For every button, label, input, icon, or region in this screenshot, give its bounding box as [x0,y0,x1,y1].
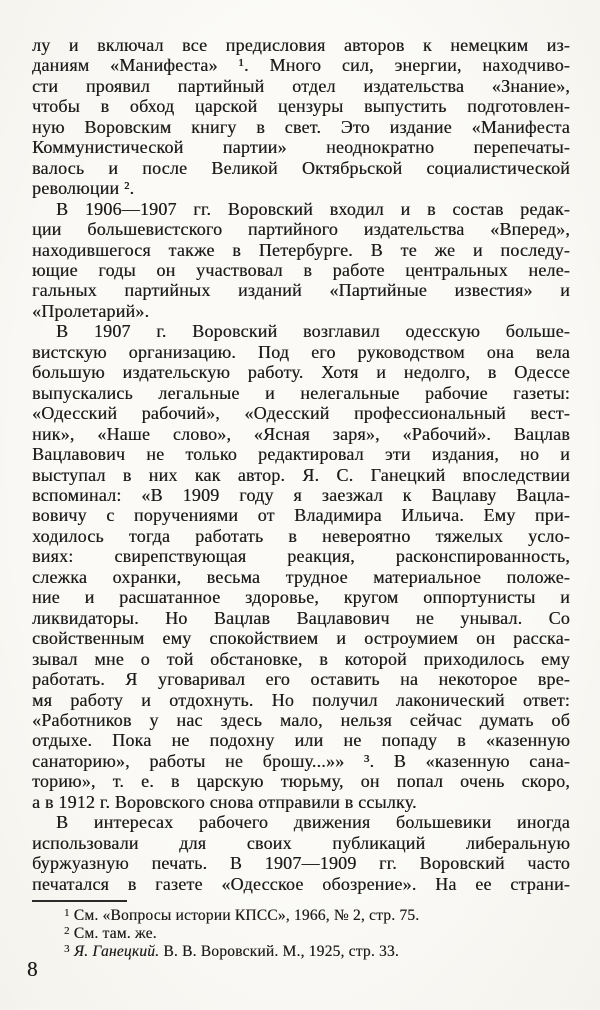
text-line: мя работу и отдохнуть. Но получил лаконический ответ: [32,689,570,710]
text-line: печатался в газете «Одесское обозрение». На ее страни- [32,873,570,894]
text-line: Коммунистической партии» неоднократно перепечаты- [32,137,570,158]
text-line: торию», т. е. в царскую тюрьму, он попал очень скоро, [32,771,570,792]
text-line: чтобы в обход царской цензуры выпустить подготовлен- [32,96,570,117]
text-line: В интересах рабочего движения большевики иногда [56,812,570,833]
text-line: ходилось тогда работать в невероятно тяжелых усло- [32,525,570,546]
text-line: большую издательскую работу. Хотя и недолго, в Одессе [32,362,570,383]
text-line: сти проявил партийный отдел издательства «Знание», [32,75,570,96]
text-line: ликвидаторы. Но Вацлав Вацлавович не унывал. Со [32,607,570,628]
text-line: слежка охранки, весьма трудное материальное положе- [32,566,570,587]
text-line: «Одесский рабочий», «Одесский профессиональный вест- [32,403,570,424]
footnote-marker: 3 [64,943,70,956]
text-line: «Пролетарий». [32,300,150,321]
text-line: ции большевистского партийного издательства «Вперед», [32,219,570,240]
footnote: $^2$ См. там. же. [64,925,157,943]
text-line: вспоминал: «В 1909 году я заезжал к Вацлаву Вацла- [32,484,570,505]
text-line: свойственным ему спокойствием и остроумием он расска- [32,628,570,649]
text-line: а в 1912 г. Воровского снова отправили в ссылку. [32,791,417,812]
text-line: ние и расшатанное здоровье, кругом оппортунисты и [32,587,570,608]
text-line: санаторию», работы не брошу...»» ³. В «казенную сана- [32,750,570,771]
text-line: находившегося также в Петербурге. В те же и последу- [32,239,570,260]
text-line: работать. Я уговаривал его оставить на некоторое вре- [32,669,570,690]
text-line: ную Воровским книгу в свет. Это издание «Манифеста [32,116,570,137]
body-text [32,35,570,894]
footnotes [64,907,570,962]
footnote: $^3$ Я. Ганецкий. В. В. Воровский. М., 1925, стр. 33. [64,943,399,961]
text-line: гальных партийных изданий «Партийные известия» и [32,280,570,301]
text-line: выступал в них как автор. Я. С. Ганецкий впоследствии [32,464,570,485]
text-line: лу и включал все предисловия авторов к немецким из- [32,35,570,55]
text-line: В 1907 г. Воровский возглавил одесскую больше- [56,321,570,342]
text-line: ющие годы он участвовал в работе центральных неле- [32,259,570,280]
text-line: вистскую организацию. Под его руководством она вела [32,341,570,362]
text-line: выпускались легальные и нелегальные рабочие газеты: [32,382,570,403]
text-line: В 1906—1907 гг. Воровский входил и в состав редак- [56,198,570,219]
text-line: буржуазную печать. В 1907—1909 гг. Воровский часто [32,853,570,874]
footnote: $^1$ См. «Вопросы истории КПСС», 1966, № 2, стр. 75. [64,907,420,924]
text-line: Вацлавович не только редактировал эти издания, но и [32,444,570,465]
text-line: виях: свирепствующая реакция, расконспированность, [32,546,570,567]
text-line: революции ². [32,178,135,199]
footnote-marker: 2 [64,925,70,938]
text-line: «Работников у нас здесь мало, нельзя сейчас думать об [32,709,570,730]
page-number: 8 [27,957,38,981]
text-line: отдыхе. Пока не подохну или не попаду в «казенную [32,730,570,751]
footnote-separator [32,900,127,902]
footnote-author: Я. Ганецкий. [73,943,160,961]
text-line: зывал мне о той обстановке, в которой приходилось ему [32,648,570,669]
text-line: валось и после Великой Октябрьской социалистической [32,157,570,178]
text-line: вовичу с поручениями от Владимира Ильича. Ему при- [32,505,570,526]
text-line: использовали для своих публикаций либеральную [32,832,570,853]
footnote-marker: 1 [64,907,70,919]
text-line: ник», «Наше слово», «Ясная заря», «Рабочий». Вацлав [32,423,570,444]
text-line: даниям «Манифеста» ¹. Много сил, энергии, находчиво- [32,55,570,76]
